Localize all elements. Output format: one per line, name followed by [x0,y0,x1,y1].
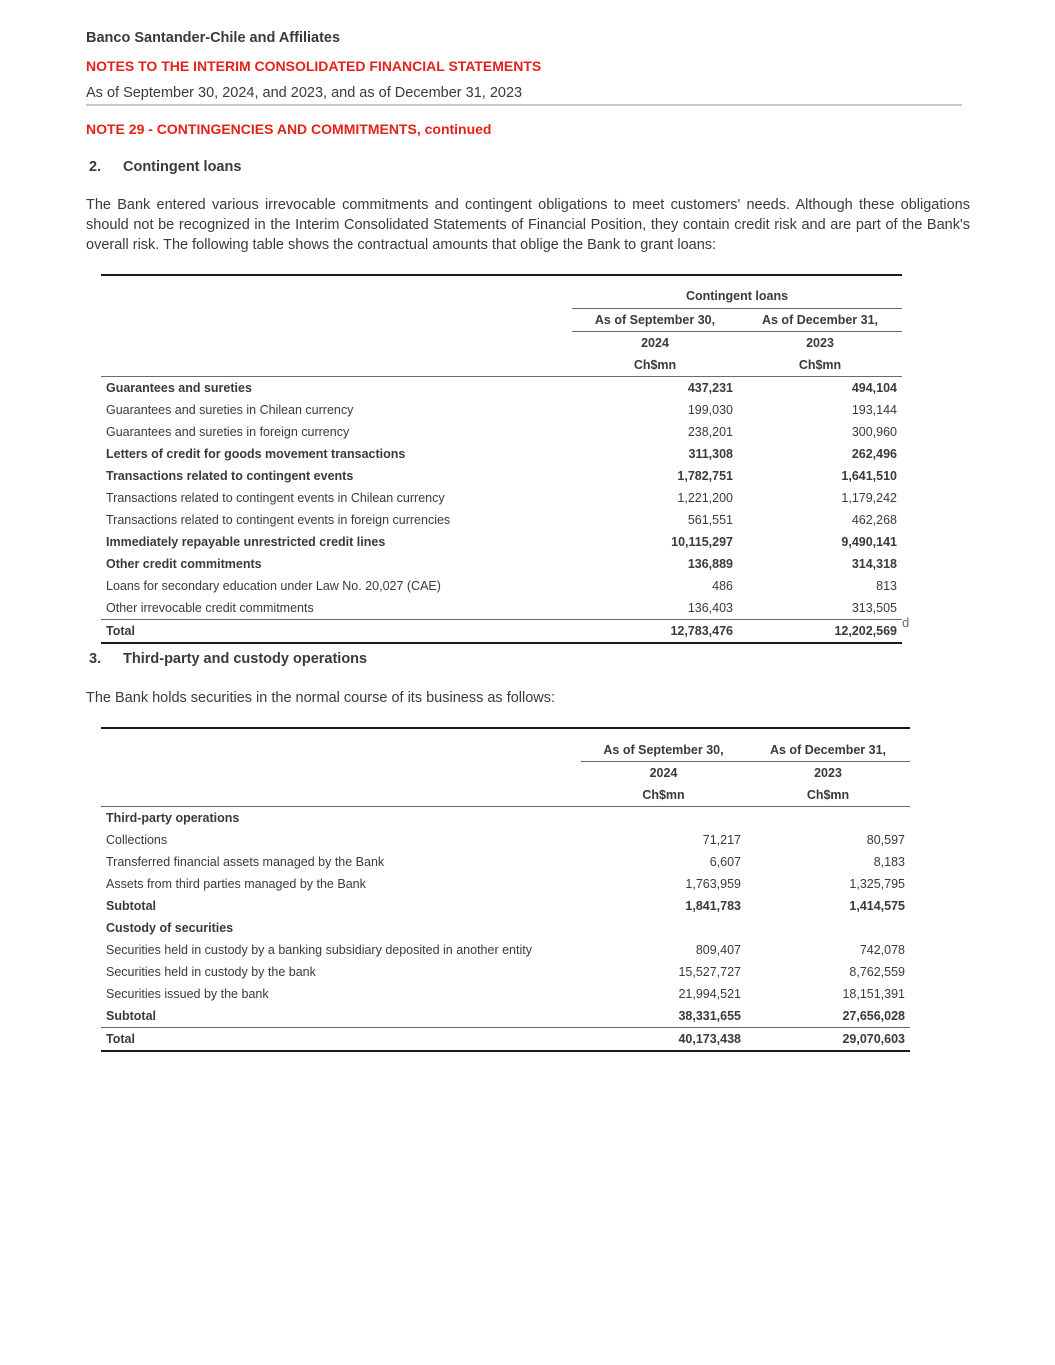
row-label: Immediately repayable unrestricted credit lines [106,534,386,549]
row-value-2024: 1,763,959 [685,877,741,891]
table-row [101,376,902,399]
table-row [101,509,902,531]
note-title: NOTE 29 - CONTINGENCIES AND COMMITMENTS, continued [86,121,492,137]
row-value-2023: 314,318 [851,556,897,571]
header-divider [86,104,962,106]
row-label: Other credit commitments [106,556,262,571]
row-value-2024: 71,217 [702,833,741,847]
company-name: Banco Santander-Chile and Affiliates [86,30,341,46]
col-unit-2024: Ch$mn [572,354,738,377]
table-row [101,983,910,1005]
row-value-2023: 462,268 [851,512,897,527]
row-value-2024: 561,551 [687,512,733,527]
subtotal-label: Subtotal [106,899,156,913]
row-value-2023: 8,762,559 [849,965,905,979]
row-label: Transferred financial assets managed by the Bank [106,855,385,869]
col-year-2024: 2024 [641,335,669,350]
table-row [101,961,910,983]
col-header-sep-2024: As of September 30, [572,308,738,331]
row-value-2024: 21,994,521 [678,987,741,1001]
section-2-number: 2. [89,159,102,175]
group-heading-third-party: Third-party operations [106,811,240,825]
subtotal-value-2023: 27,656,028 [842,1009,905,1023]
col-header-dec-2023: As of December 31, [746,739,910,762]
row-label: Transactions related to contingent events in Chilean currency [106,490,445,505]
row-label: Loans for secondary education under Law No. 20,027 (CAE) [106,578,441,593]
section-3-paragraph: The Bank holds securities in the normal course of its business as follows: [86,690,556,706]
row-value-2023: 1,179,242 [841,490,897,505]
table-row [101,829,910,851]
total-value-2023: 29,070,603 [746,1028,910,1052]
row-value-2024: 199,030 [687,402,733,417]
row-label: Transactions related to contingent events in foreign currencies [106,512,451,527]
table-row [101,553,902,575]
total-value-2023: 12,202,569 [738,619,902,643]
col-header-sep-2024: As of September 30, [581,739,746,762]
reporting-period: As of September 30, 2024, and 2023, and as of December 31, 2023 [86,85,523,101]
row-value-2023: 313,505 [851,600,897,615]
col-year-2024: 2024 [649,766,678,780]
row-value-2023: 1,641,510 [841,468,897,483]
total-value-2024: 40,173,438 [581,1028,746,1052]
row-value-2023: 193,144 [851,402,897,417]
subtotal-value-2023: 1,414,575 [849,899,905,913]
table-row [101,421,902,443]
row-label: Other irrevocable credit commitments [106,600,314,615]
section-2-paragraph: The Bank entered various irrevocable commitments and contingent obligations to meet customers' needs. Although these obligations should not be recognized in the Interim Consolidated Statements of Financial Position, they contain credit risk and are part of the Bank's overall risk. The following table shows the contractual amounts that oblige the Bank to grant loans: [86,197,970,253]
row-label: Guarantees and sureties in Chilean currency [106,402,354,417]
row-value-2024: 6,607 [709,855,741,869]
col-unit-2023: Ch$mn [738,354,902,377]
contingent-loans-group-header: Contingent loans [572,286,902,308]
row-value-2023: 8,183 [873,855,905,869]
row-label: Securities issued by the bank [106,987,269,1001]
group-heading-row [101,917,910,939]
group-heading-custody: Custody of securities [106,921,234,935]
row-value-2023: 18,151,391 [842,987,905,1001]
total-value-2024: 12,783,476 [572,619,738,643]
section-2-title: Contingent loans [123,159,242,175]
row-value-2024: 809,407 [695,943,741,957]
row-value-2024: 437,231 [687,380,733,395]
row-value-2024: 1,782,751 [677,468,733,483]
row-value-2023: 813 [876,578,897,593]
row-value-2023: 1,325,795 [849,877,905,891]
row-value-2023: 494,104 [851,380,897,395]
row-value-2024: 10,115,297 [671,534,733,549]
row-label: Guarantees and sureties in foreign currency [106,424,350,439]
third-party-custody-table [101,727,910,1052]
row-value-2024: 311,308 [688,446,733,461]
total-label: Total [101,619,572,643]
col-year-2023: 2023 [814,766,842,780]
subtotal-label: Subtotal [106,1009,156,1023]
table-row [101,851,910,873]
row-value-2023: 262,496 [851,446,897,461]
notes-title: NOTES TO THE INTERIM CONSOLIDATED FINANCIAL STATEMENTS [86,58,542,74]
col-year-2023: 2023 [806,335,834,350]
row-label: Collections [106,833,168,847]
table-row [101,531,902,553]
table-row [101,575,902,597]
total-label: Total [101,1028,581,1052]
group-heading-row [101,807,910,830]
subtotal-value-2024: 1,841,783 [685,899,741,913]
section-3-heading [89,651,367,667]
row-value-2024: 136,403 [687,600,733,615]
subtotal-value-2024: 38,331,655 [678,1009,741,1023]
row-label: Guarantees and sureties [106,380,252,395]
col-unit-2023: Ch$mn [746,784,910,807]
row-label: Transactions related to contingent events [106,468,354,483]
subtotal-row [101,895,910,917]
subtotal-row [101,1005,910,1028]
row-value-2024: 1,221,200 [677,490,733,505]
stray-mark: d [902,615,910,630]
row-value-2023: 300,960 [851,424,897,439]
total-row [101,619,902,643]
section-3-number: 3. [89,651,102,667]
row-label: Assets from third parties managed by the Bank [106,877,366,891]
section-2-heading [89,159,241,175]
row-value-2024: 136,889 [687,556,733,571]
row-label: Securities held in custody by a banking subsidiary deposited in another entity [106,943,532,957]
col-unit-2024: Ch$mn [581,784,746,807]
table-row [101,939,910,961]
row-value-2023: 80,597 [866,833,905,847]
row-value-2023: 9,490,141 [841,534,897,549]
row-label: Securities held in custody by the bank [106,965,316,979]
row-label: Letters of credit for goods movement transactions [106,446,406,461]
table-row [101,399,902,421]
table-row [101,465,902,487]
col-header-dec-2023: As of December 31, [738,308,902,331]
contingent-loans-table [101,274,902,644]
row-value-2024: 15,527,727 [678,965,741,979]
row-value-2024: 238,201 [687,424,733,439]
row-value-2024: 486 [712,578,733,593]
table-row [101,873,910,895]
row-value-2023: 742,078 [859,943,905,957]
total-row [101,1028,910,1052]
table-row [101,597,902,620]
table-row [101,487,902,509]
section-3-title: Third-party and custody operations [123,651,368,667]
table-row [101,443,902,465]
